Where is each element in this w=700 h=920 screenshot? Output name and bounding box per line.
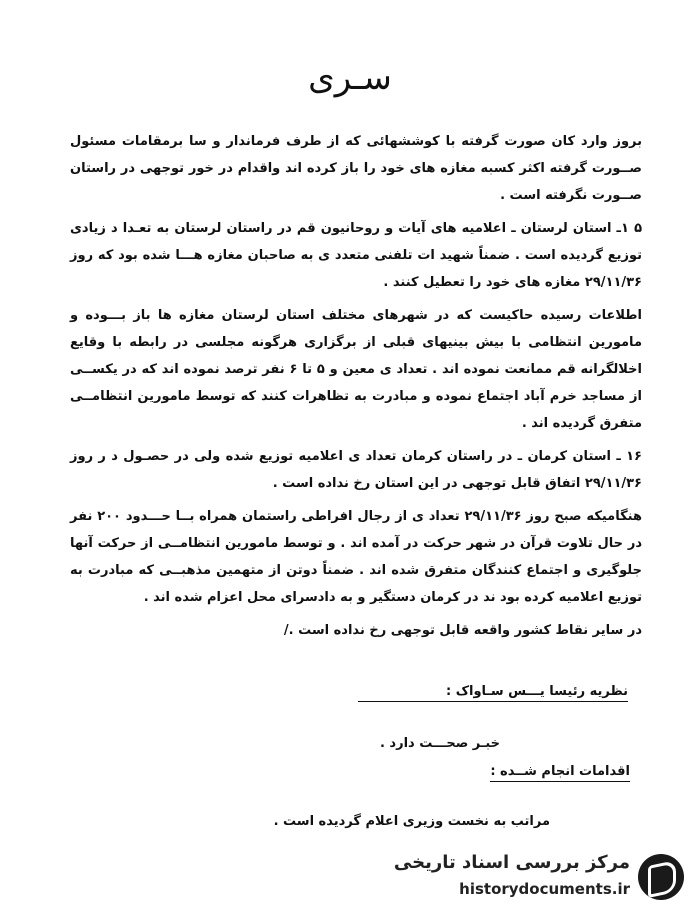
book-seal-icon bbox=[638, 854, 684, 900]
watermark bbox=[374, 850, 684, 910]
document-heading: سـری bbox=[308, 58, 392, 98]
actions-taken-heading: اقدامات انجام شــده : bbox=[490, 764, 630, 782]
paragraph-kerman: ۱۶ ـ استان کرمان ـ در راستان کرمان تعداد ی اعلامیه توزیع شده ولی در حصـول د ر روز ۲۹/۱۱/۳۶ اتفاق قابل توجهی در این استان رخ نداده است . bbox=[70, 449, 642, 491]
watermark-url: historydocuments.ir bbox=[459, 880, 630, 898]
document-body bbox=[70, 128, 642, 650]
action-detail-line: مراتب به نخست وزیری اعلام گردیده است . bbox=[273, 814, 550, 829]
opinion-heading: نظریه رئیسا یـــس سـاواک : bbox=[358, 684, 628, 702]
watermark-title: مرکز بررسی اسناد تاریخی bbox=[393, 852, 630, 873]
paragraph-intro: بروز وارد کان صورت گرفته با کوششهائی که از طرف فرماندار و سا برمقامات مسئول صــورت گرفته اکثر کسبه مغازه های خود را باز کرده اند واقدام در خور توجهی در راستان صــورت نگرفته است . bbox=[70, 134, 642, 203]
paragraph-other-regions: در سایر نقاط کشور واقعه قابل توجهی رخ نداده است ./ bbox=[283, 623, 642, 638]
news-confirmed-line: خبـر صحـــت دارد . bbox=[379, 736, 500, 751]
paragraph-lorestan: ۵ ۱ـ استان لرستان ـ اعلامیه های آیات و روحانیون قم در راستان لرستان به تعـدا د زیادی توزیع گردیده است . ضمناً شهید ات تلفنی متعدد ی به صاحبان مغازه هـــا شده بود که روز ۲۹/۱۱/۳۶ مغازه های خود را تعطیل کنند . bbox=[70, 221, 643, 290]
paragraph-kerman-events: هنگامیکه صبح روز ۲۹/۱۱/۳۶ تعداد ی از رجال افراطی راستمان همراه بــا حـــدود ۲۰۰ نفر در حال تلاوت قرآن در شهر حرکت در آمده اند . و توسط مامورین انتظامــی از حرکت آنها جلوگیری و اجتماع کنندگان متفرق شده اند . ضمناً دوتن از متهمین مذهبــی که مبادرت به توزیع اعلامیه کرده بود ند در کرمان دستگیر و به دادسرای محل اعزام شده اند . bbox=[70, 509, 642, 605]
paragraph-lorestan-reports: اطلاعات رسیده حاکیست که در شهرهای مختلف استان لرستان مغازه ها باز بـــوده و مامورین انتظامی با بیش بینیهای قبلی از برگزاری هرگونه مجلسی در رابطه با وقایع اخلالگرانه قم ممانعت نموده اند . تعداد ی معین و ۵ تا ۶ نفر ترصد نموده اند که در یکســی از مساجد خرم آباد اجتماع نموده و مبادرت به تظاهرات کنند که توسط مامورین انتظامــی متفرق گردیده اند . bbox=[70, 308, 642, 431]
